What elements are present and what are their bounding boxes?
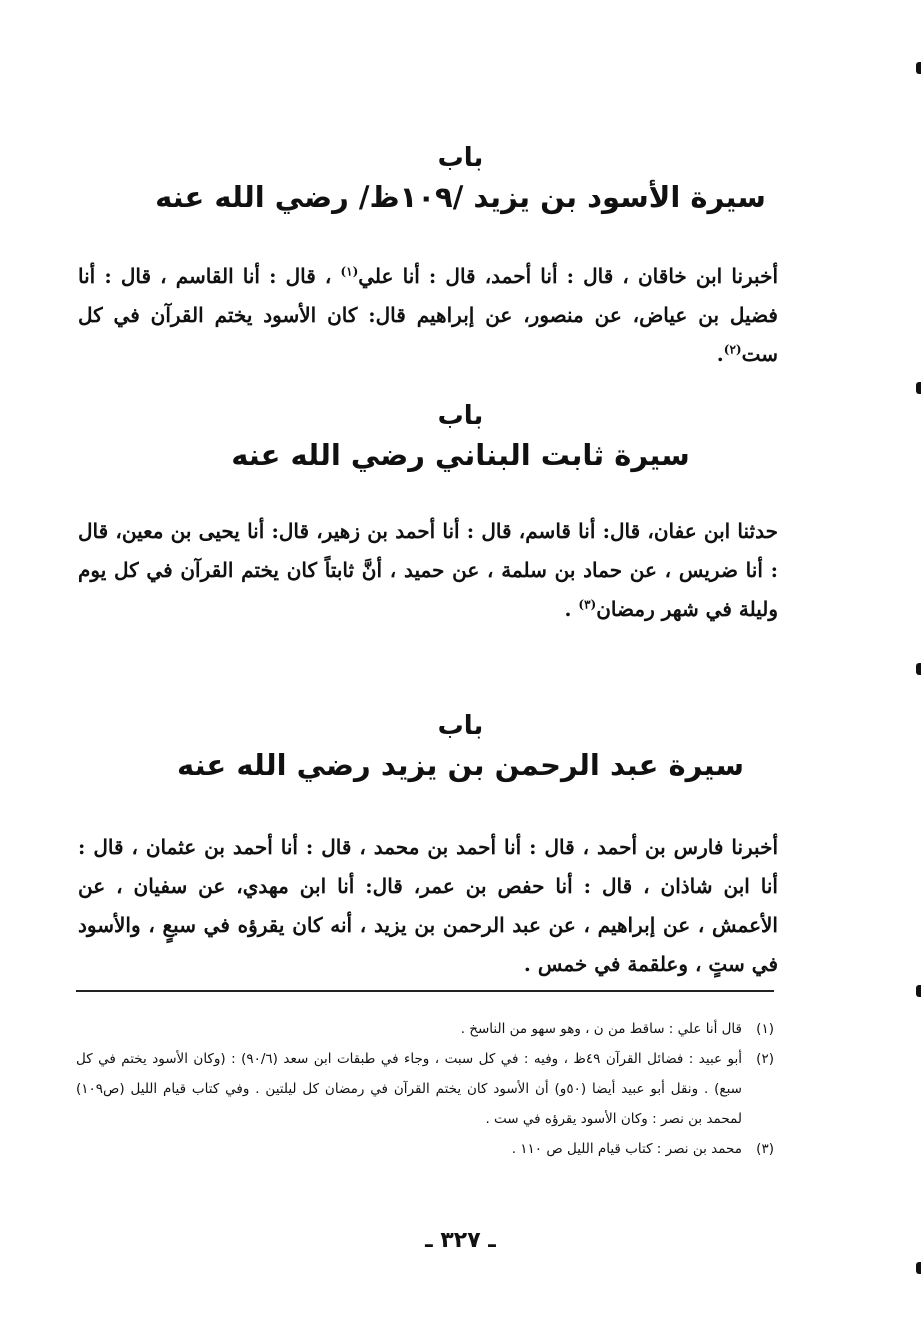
paragraph-text: حدثنا ابن عفان، قال: أنا قاسم، قال : أنا أحمد بن زهير، قال: أنا يحيى بن معين، قال : أنا ضريس ، عن حماد بن سلمة ، عن حميد ، أنَّ ثابتاً كان يختم القرآن في كل يوم وليلة في شهر رمضان bbox=[78, 519, 778, 621]
footnote-text: أبو عبيد : فضائل القرآن ٤٩ظ ، وفيه : في كل سبت ، وجاء في طبقات ابن سعد (٩٠/٦) : (وكان الأسود يختم في كل سبع) . ونقل أبو عبيد أيضا (٥٠و) أن الأسود كان يختم القرآن في رمضان كل ليلتين . وفي كتاب قيام الليل (ص١٠٩) لمحمد بن نصر : وكان الأسود يقرؤه في ست . bbox=[76, 1051, 742, 1127]
paragraph-text: . bbox=[716, 342, 724, 366]
footnote-item bbox=[76, 1014, 774, 1044]
footnote-number: (١) bbox=[756, 1021, 774, 1037]
footnote-number: (٣) bbox=[756, 1141, 774, 1157]
bab-label: باب bbox=[437, 401, 484, 431]
footnote-divider bbox=[76, 990, 774, 992]
footnote-ref[interactable]: (٢) bbox=[723, 342, 742, 357]
section-title: سيرة ثابت البناني رضي الله عنه bbox=[231, 438, 690, 472]
footnote-item bbox=[76, 1134, 774, 1164]
scan-edge-mark bbox=[916, 382, 921, 394]
section-title: سيرة الأسود بن يزيد /١٠٩ظ/ رضي الله عنه bbox=[155, 180, 766, 214]
page-number: ـ ٣٢٧ ـ bbox=[425, 1228, 496, 1253]
section-paragraph-aswad bbox=[78, 257, 778, 374]
section-heading-abdulrahman bbox=[60, 708, 861, 786]
footnote-item bbox=[76, 1044, 774, 1134]
paragraph-text: أخبرنا ابن خاقان ، قال : أنا أحمد، قال : أنا علي bbox=[358, 264, 778, 288]
bab-label: باب bbox=[437, 143, 484, 173]
scan-edge-mark bbox=[916, 1262, 921, 1274]
section-heading-aswad bbox=[60, 140, 861, 218]
scan-edge-mark bbox=[916, 62, 921, 74]
footnote-text: محمد بن نصر : كتاب قيام الليل ص ١١٠ . bbox=[511, 1141, 742, 1157]
paragraph-text: . bbox=[564, 597, 579, 621]
bab-label: باب bbox=[437, 711, 484, 741]
footnote-number: (٢) bbox=[756, 1051, 774, 1067]
section-paragraph-abdulrahman bbox=[78, 828, 778, 984]
footnotes bbox=[76, 1014, 774, 1164]
footnote-ref[interactable]: (٣) bbox=[578, 597, 597, 612]
paragraph-text: ، قال : أنا القاسم ، قال : أنا فضيل بن عياض، عن منصور، عن إبراهيم قال: كان الأسود يختم القرآن في كل ست bbox=[78, 264, 778, 366]
section-paragraph-thabit bbox=[78, 512, 778, 629]
section-heading-thabit bbox=[60, 398, 861, 476]
section-title: سيرة عبد الرحمن بن يزيد رضي الله عنه bbox=[176, 748, 744, 782]
scan-edge-mark bbox=[916, 663, 921, 675]
footnote-text: قال أنا علي : ساقط من ن ، وهو سهو من الناسخ . bbox=[460, 1021, 742, 1037]
scan-edge-mark bbox=[916, 985, 921, 997]
paragraph-text: أخبرنا فارس بن أحمد ، قال : أنا أحمد بن محمد ، قال : أنا أحمد بن عثمان ، قال : أنا ابن شاذان ، قال : أنا حفص بن عمر، قال: أنا ابن مهدي، عن سفيان ، عن الأعمش ، عن إبراهيم ، عن عبد الرحمن بن يزيد ، أنه كان يقرؤه في سبعٍ ، والأسود في ستٍ ، وعلقمة في خمس . bbox=[78, 835, 778, 976]
footnote-ref[interactable]: (١) bbox=[340, 264, 359, 279]
